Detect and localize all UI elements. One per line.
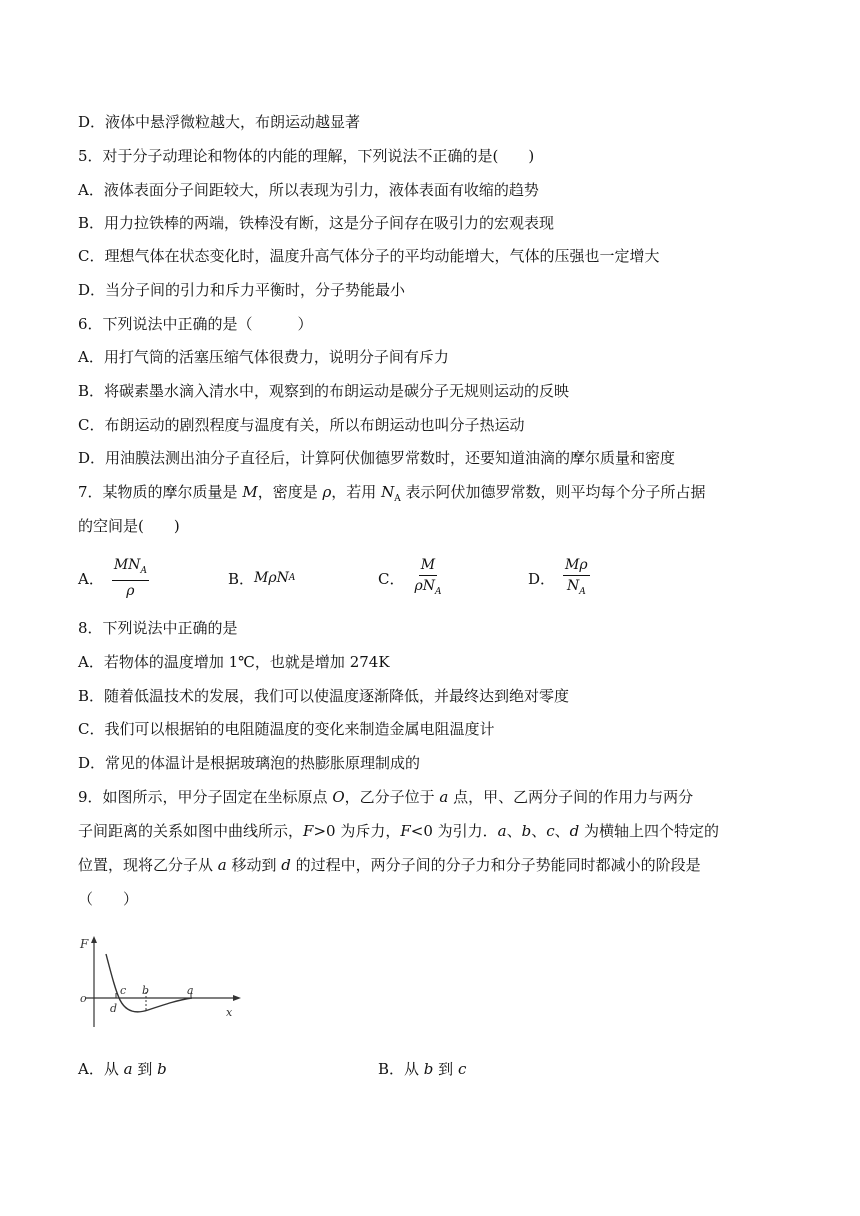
q8-stem: 8．下列说法中正确的是 xyxy=(78,619,238,637)
fraction: $\frac{M}{\rho N_A}$ xyxy=(414,556,442,597)
origin-label: o xyxy=(80,992,87,1005)
q7-stem-line2: 的空间是( ) xyxy=(78,517,180,535)
q8-option-a: A．若物体的温度增加 1℃，也就是增加 274K xyxy=(78,653,390,671)
y-axis-arrow xyxy=(91,936,97,943)
q6-stem: 6．下列说法中正确的是（ ） xyxy=(78,315,313,333)
q5-option-d: D．当分子间的引力和斥力平衡时，分子势能最小 xyxy=(78,281,406,299)
q7-option-d: D． $\frac{M\rho}{N_A}$ xyxy=(528,555,590,601)
x-axis-arrow xyxy=(233,995,241,1001)
q6-option-b: B．将碳素墨水滴入清水中，观察到的布朗运动是碳分子无规则运动的反映 xyxy=(78,382,570,400)
q8-option-d: D．常见的体温计是根据玻璃泡的热膨胀原理制成的 xyxy=(78,754,421,772)
q9-line2: 子间距离的关系如图中曲线所示，F>0 为斥力，F<0 为引力．a、b、c、d 为横轴上四个特定的 xyxy=(78,822,720,840)
q9-line3: 位置，现将乙分子从 a 移动到 d 的过程中，两分子间的分子力和分子势能同时都减小的阶段是 xyxy=(78,856,701,874)
a-label: a xyxy=(187,984,194,997)
q7-option-a: A． $\frac{MN_A}{\rho}$ xyxy=(78,556,147,600)
q5-stem: 5．对于分子动理论和物体的内能的理解，下列说法不正确的是( ) xyxy=(78,147,535,165)
c-label: c xyxy=(120,984,127,997)
q8-option-b: B．随着低温技术的发展，我们可以使温度逐渐降低，并最终达到绝对零度 xyxy=(78,687,570,705)
b-label: b xyxy=(142,984,150,997)
y-axis-label: F xyxy=(80,937,89,951)
q5-option-a: A．液体表面分子间距较大，所以表现为引力，液体表面有收缩的趋势 xyxy=(78,181,539,199)
q5-option-b: B．用力拉铁棒的两端，铁棒没有断，这是分子间存在吸引力的宏观表现 xyxy=(78,214,555,232)
q9-answer-a: A．从 a 到 b xyxy=(78,1060,167,1078)
fraction: $\frac{M\rho}{N_A}$ xyxy=(565,556,588,597)
q8-option-c: C．我们可以根据铂的电阻随温度的变化来制造金属电阻温度计 xyxy=(78,720,495,738)
q4-option-d: D．液体中悬浮微粒越大，布朗运动越显著 xyxy=(78,113,361,131)
q5-option-c: C．理想气体在状态变化时，温度升高气体分子的平均动能增大，气体的压强也一定增大 xyxy=(78,247,660,265)
q9-answer-b: B．从 b 到 c xyxy=(378,1060,467,1078)
q7-stem: 7．某物质的摩尔质量是 M，密度是 ρ，若用 $N_A$ 表示阿伏加德罗常数，则平均每个分子所占据 xyxy=(78,483,706,504)
q9-line4: （ ） xyxy=(78,890,139,908)
force-curve xyxy=(106,954,192,1012)
q6-option-d: D．用油膜法测出油分子直径后，计算阿伏伽德罗常数时，还要知道油滴的摩尔质量和密度 xyxy=(78,449,676,467)
x-axis-label: x xyxy=(226,1006,233,1019)
q9-line1: 9．如图所示，甲分子固定在坐标原点 O，乙分子位于 a 点，甲、乙两分子间的作用力与两分 xyxy=(78,788,694,806)
q6-option-c: C．布朗运动的剧烈程度与温度有关，所以布朗运动也叫分子热运动 xyxy=(78,416,525,434)
q7-option-c: C． $\frac{M}{\rho N_A}$ xyxy=(378,555,443,601)
fraction: $\frac{MN_A}{\rho}$ xyxy=(113,556,147,600)
d-label: d xyxy=(110,1002,118,1015)
force-distance-graph xyxy=(76,932,246,1032)
q7-option-b: B． MρN A xyxy=(228,569,296,588)
q6-option-a: A．用打气筒的活塞压缩气体很费力，说明分子间有斥力 xyxy=(78,348,449,366)
